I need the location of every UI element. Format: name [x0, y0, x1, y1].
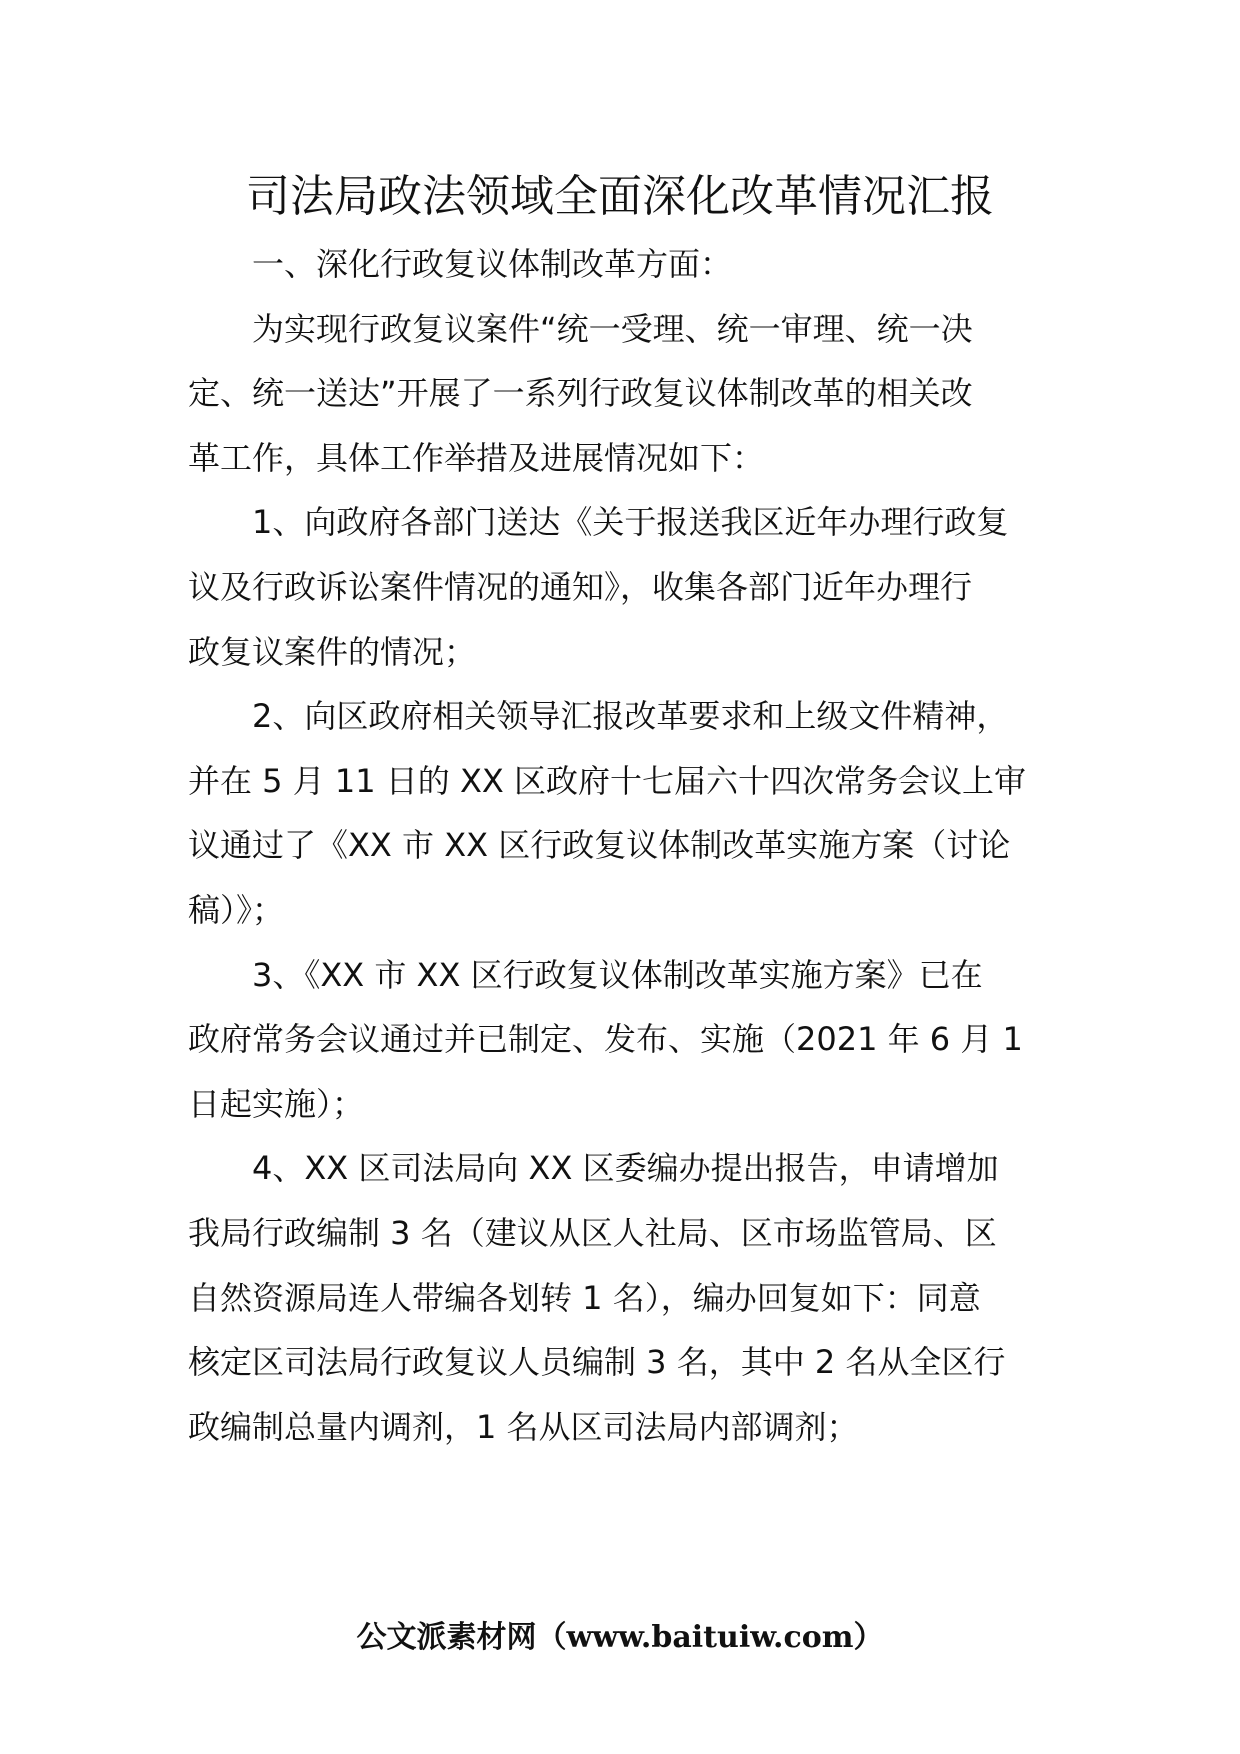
paragraph-item-4 [188, 1136, 1058, 1459]
text-line: 2、向区政府相关领导汇报改革要求和上级文件精神， [252, 697, 1009, 736]
paragraph-item-3 [188, 943, 1058, 1137]
text-line: 革工作，具体工作举措及进展情况如下： [188, 438, 765, 477]
paragraph-item-2 [188, 684, 1058, 942]
paragraph-item-1 [188, 490, 1058, 684]
text-line: 政复议案件的情况； [188, 632, 477, 671]
document-body [188, 232, 1058, 1459]
paragraph-intro [188, 297, 1058, 491]
text-line: 政编制总量内调剂，1 名从区司法局内部调剂； [188, 1407, 859, 1446]
text-line: 一、深化行政复议体制改革方面： [252, 245, 733, 283]
footer-source-note: 公文派素材网（www.baituiw.com） [356, 1620, 884, 1655]
text-line: 定、统一送达”开展了一系列行政复议体制改革的相关改 [188, 374, 973, 413]
text-line: 为实现行政复议案件“统一受理、统一审理、统一决 [252, 309, 973, 348]
text-line: 我局行政编制 3 名（建议从区人社局、区市场监管局、区 [188, 1213, 997, 1252]
text-line: 4、XX 区司法局向 XX 区委编办提出报告，申请增加 [252, 1149, 999, 1188]
text-line: 政府常务会议通过并已制定、发布、实施（2021 年 6 月 1 [188, 1020, 1023, 1059]
text-line: 议通过了《XX 市 XX 区行政复议体制改革实施方案（讨论 [188, 826, 1011, 865]
text-line: 3、《XX 市 XX 区行政复议体制改革实施方案》已在 [252, 955, 983, 994]
text-line: 并在 5 月 11 日的 XX 区政府十七届六十四次常务会议上审 [188, 761, 1026, 800]
text-line: 稿）》； [188, 890, 285, 929]
document-title: 司法局政法领域全面深化改革情况汇报 [246, 171, 994, 222]
text-line: 议及行政诉讼案件情况的通知》，收集各部门近年办理行 [188, 567, 973, 606]
text-line: 1、向政府各部门送达《关于报送我区近年办理行政复 [252, 503, 1009, 542]
paragraph-section-heading [188, 232, 1058, 297]
text-line: 自然资源局连人带编各划转 1 名），编办回复如下：同意 [188, 1278, 981, 1317]
text-line: 日起实施）； [188, 1084, 365, 1123]
text-line: 核定区司法局行政复议人员编制 3 名，其中 2 名从全区行 [188, 1343, 1006, 1382]
